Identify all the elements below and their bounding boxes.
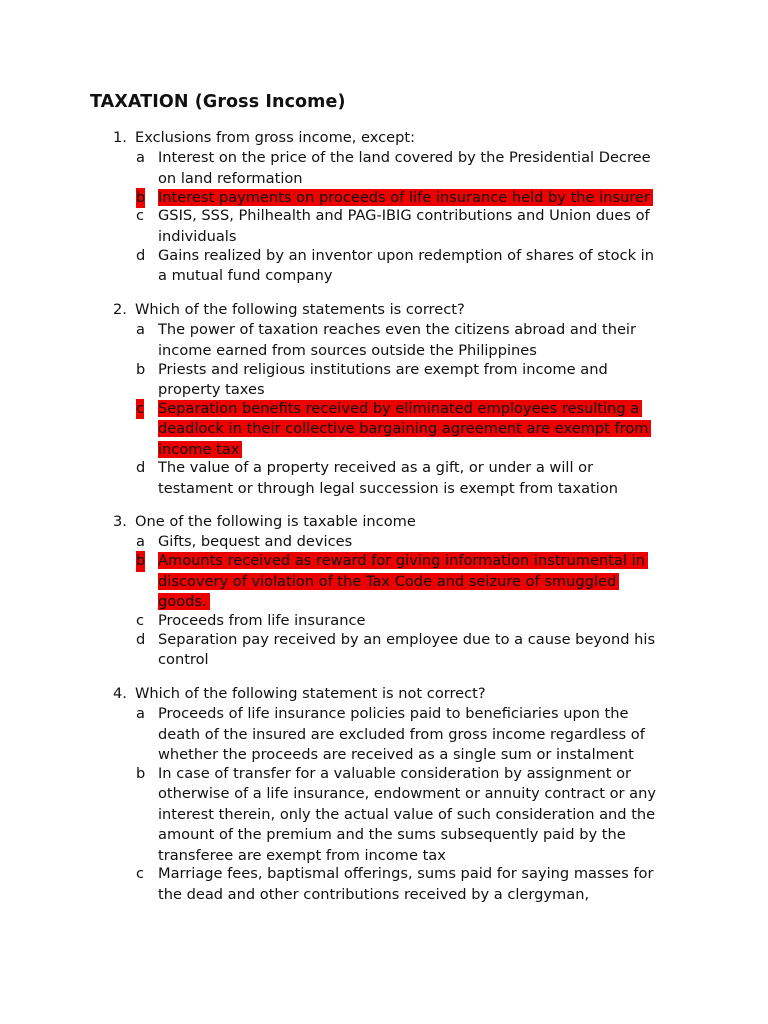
- option-letter: c: [136, 207, 145, 225]
- question-options: [113, 320, 703, 499]
- option-text-line: [158, 784, 671, 804]
- option-text-line-content: deadlock in their collective bargaining agreement are exempt from: [158, 420, 651, 437]
- option-text-line: [158, 805, 671, 825]
- option-text: [158, 764, 671, 866]
- option-text-line: [158, 592, 671, 612]
- option-text-line-content: discovery of violation of the Tax Code and seizure of smuggled: [158, 573, 619, 590]
- highlighted-option: [113, 188, 671, 208]
- option-letter: a: [136, 705, 145, 723]
- option-text-line: [158, 169, 671, 189]
- page-title: TAXATION (Gross Income): [90, 92, 346, 112]
- option-text-line-content: Priests and religious institutions are exempt from income and: [158, 360, 608, 378]
- answer-option: [113, 206, 671, 247]
- option-text-line: [158, 399, 671, 419]
- option-text-line: [158, 188, 671, 208]
- answer-option: [113, 246, 671, 287]
- question-header: [113, 300, 703, 320]
- option-text: [158, 188, 671, 208]
- answer-option: [113, 360, 671, 401]
- option-text-line: [158, 419, 671, 439]
- option-text-line: [158, 458, 671, 478]
- question-text: Which of the following statement is not correct?: [135, 685, 486, 702]
- option-text-line-content: amount of the premium and the sums subsequently paid by the: [158, 826, 626, 844]
- option-text-line-content: Interest on the price of the land covered by the Presidential Decree: [158, 149, 651, 167]
- option-letter: c: [136, 611, 145, 629]
- option-text-line-content: The value of a property received as a gift, or under a will or: [158, 459, 594, 477]
- option-letter: b: [136, 765, 146, 783]
- option-text-line: [158, 611, 671, 631]
- option-text-line-content: Separation benefits received by eliminated employees resulting a: [158, 400, 642, 417]
- option-letter: c: [136, 865, 145, 883]
- option-text-line-content: The power of taxation reaches even the citizens abroad and their: [158, 321, 636, 339]
- option-text-line: [158, 764, 671, 784]
- option-text-line-content: on land reformation: [158, 169, 303, 187]
- option-text-line-content: property taxes: [158, 381, 265, 399]
- option-text: [158, 246, 671, 287]
- highlighted-option: [113, 399, 671, 460]
- answer-option: [113, 764, 671, 866]
- option-text-line: [158, 440, 671, 460]
- answer-option: [113, 864, 671, 905]
- option-text: [158, 551, 671, 612]
- option-text-line-content: interest therein, only the actual value of such consideration and the: [158, 805, 656, 823]
- answer-option: [113, 458, 671, 499]
- option-text-line-content: GSIS, SSS, Philhealth and PAG-IBIG contributions and Union dues of: [158, 207, 650, 225]
- question-options: [113, 148, 703, 286]
- answer-option: [113, 320, 671, 361]
- question-header: [113, 128, 703, 148]
- option-letter: a: [136, 321, 145, 339]
- option-text-line: [158, 846, 671, 866]
- option-text-line-content: control: [158, 651, 209, 669]
- option-letter: a: [136, 533, 145, 551]
- option-text-line-content: In case of transfer for a valuable consideration by assignment or: [158, 765, 632, 783]
- option-text-line-content: income earned from sources outside the Philippines: [158, 341, 537, 359]
- answer-option: [113, 630, 671, 671]
- option-text: [158, 532, 671, 552]
- question-2: [113, 300, 703, 499]
- option-text: [158, 399, 671, 460]
- question-options: [113, 704, 703, 905]
- question-text: One of the following is taxable income: [135, 513, 416, 530]
- option-text-line: [158, 148, 671, 168]
- option-text-line: [158, 206, 671, 226]
- question-header: [113, 684, 703, 704]
- option-text-line: [158, 825, 671, 845]
- option-text-line: [158, 380, 671, 400]
- option-text-line: [158, 630, 671, 650]
- option-text-line-content: individuals: [158, 227, 237, 245]
- option-text-line: [158, 360, 671, 380]
- question-header: [113, 512, 703, 532]
- option-letter: b: [136, 188, 145, 208]
- option-text-line: [158, 320, 671, 340]
- option-text-line: [158, 266, 671, 286]
- option-text-line: [158, 745, 671, 765]
- question-3: [113, 512, 703, 670]
- option-text-line: [158, 227, 671, 247]
- option-text-line-content: Proceeds of life insurance policies paid to beneficiaries upon the: [158, 705, 629, 723]
- option-text-line-content: whether the proceeds are received as a single sum or instalment: [158, 746, 634, 764]
- option-text-line: [158, 532, 671, 552]
- option-text: [158, 360, 671, 401]
- option-text-line-content: testament or through legal succession is exempt from taxation: [158, 479, 619, 497]
- option-text-line-content: a mutual fund company: [158, 267, 333, 285]
- option-text-line: [158, 864, 671, 884]
- answer-option: [113, 148, 671, 189]
- question-options: [113, 532, 703, 670]
- question-number: 4.: [113, 685, 127, 702]
- option-text: [158, 320, 671, 361]
- option-letter: d: [136, 459, 146, 477]
- option-text: [158, 864, 671, 905]
- answer-option: [113, 611, 671, 631]
- option-text: [158, 206, 671, 247]
- option-letter: a: [136, 149, 145, 167]
- question-number: 3.: [113, 513, 127, 530]
- answer-option: [113, 532, 671, 552]
- question-text: Which of the following statements is correct?: [135, 301, 465, 318]
- option-letter: d: [136, 246, 146, 264]
- option-letter: d: [136, 630, 146, 648]
- option-text-line-content: Marriage fees, baptismal offerings, sums paid for saying masses for: [158, 865, 654, 883]
- option-text: [158, 630, 671, 671]
- option-text-line: [158, 704, 671, 724]
- answer-option: [113, 704, 671, 765]
- option-text-line-content: Gifts, bequest and devices: [158, 533, 353, 551]
- option-text-line: [158, 246, 671, 266]
- option-text-line-content: Separation pay received by an employee due to a cause beyond his: [158, 630, 656, 648]
- option-text-line: [158, 650, 671, 670]
- option-letter: c: [136, 399, 144, 419]
- option-text-line: [158, 885, 671, 905]
- option-text-line: [158, 341, 671, 361]
- option-text: [158, 148, 671, 189]
- option-letter: b: [136, 360, 146, 378]
- option-text-line: [158, 572, 671, 592]
- option-text: [158, 704, 671, 765]
- question-1: [113, 128, 703, 286]
- option-text-line-content: income tax: [158, 441, 242, 458]
- option-text-line-content: Interest payments on proceeds of life insurance held by the insurer: [158, 189, 653, 206]
- option-text-line-content: the dead and other contributions received by a clergyman,: [158, 885, 590, 903]
- option-letter: b: [136, 551, 145, 571]
- option-text-line-content: transferee are exempt from income tax: [158, 846, 446, 864]
- option-text: [158, 458, 671, 499]
- option-text-line-content: goods.: [158, 593, 210, 610]
- question-text: Exclusions from gross income, except:: [135, 129, 416, 146]
- option-text-line-content: Gains realized by an inventor upon redemption of shares of stock in: [158, 246, 654, 264]
- option-text-line: [158, 725, 671, 745]
- option-text-line-content: Amounts received as reward for giving information instrumental in: [158, 552, 648, 569]
- option-text: [158, 611, 671, 631]
- option-text-line: [158, 551, 671, 571]
- option-text-line-content: death of the insured are excluded from gross income regardless of: [158, 725, 645, 743]
- option-text-line-content: Proceeds from life insurance: [158, 611, 366, 629]
- highlighted-option: [113, 551, 671, 612]
- question-4: [113, 684, 703, 905]
- question-number: 1.: [113, 129, 127, 146]
- option-text-line-content: otherwise of a life insurance, endowment or annuity contract or any: [158, 785, 656, 803]
- question-number: 2.: [113, 301, 127, 318]
- option-text-line: [158, 479, 671, 499]
